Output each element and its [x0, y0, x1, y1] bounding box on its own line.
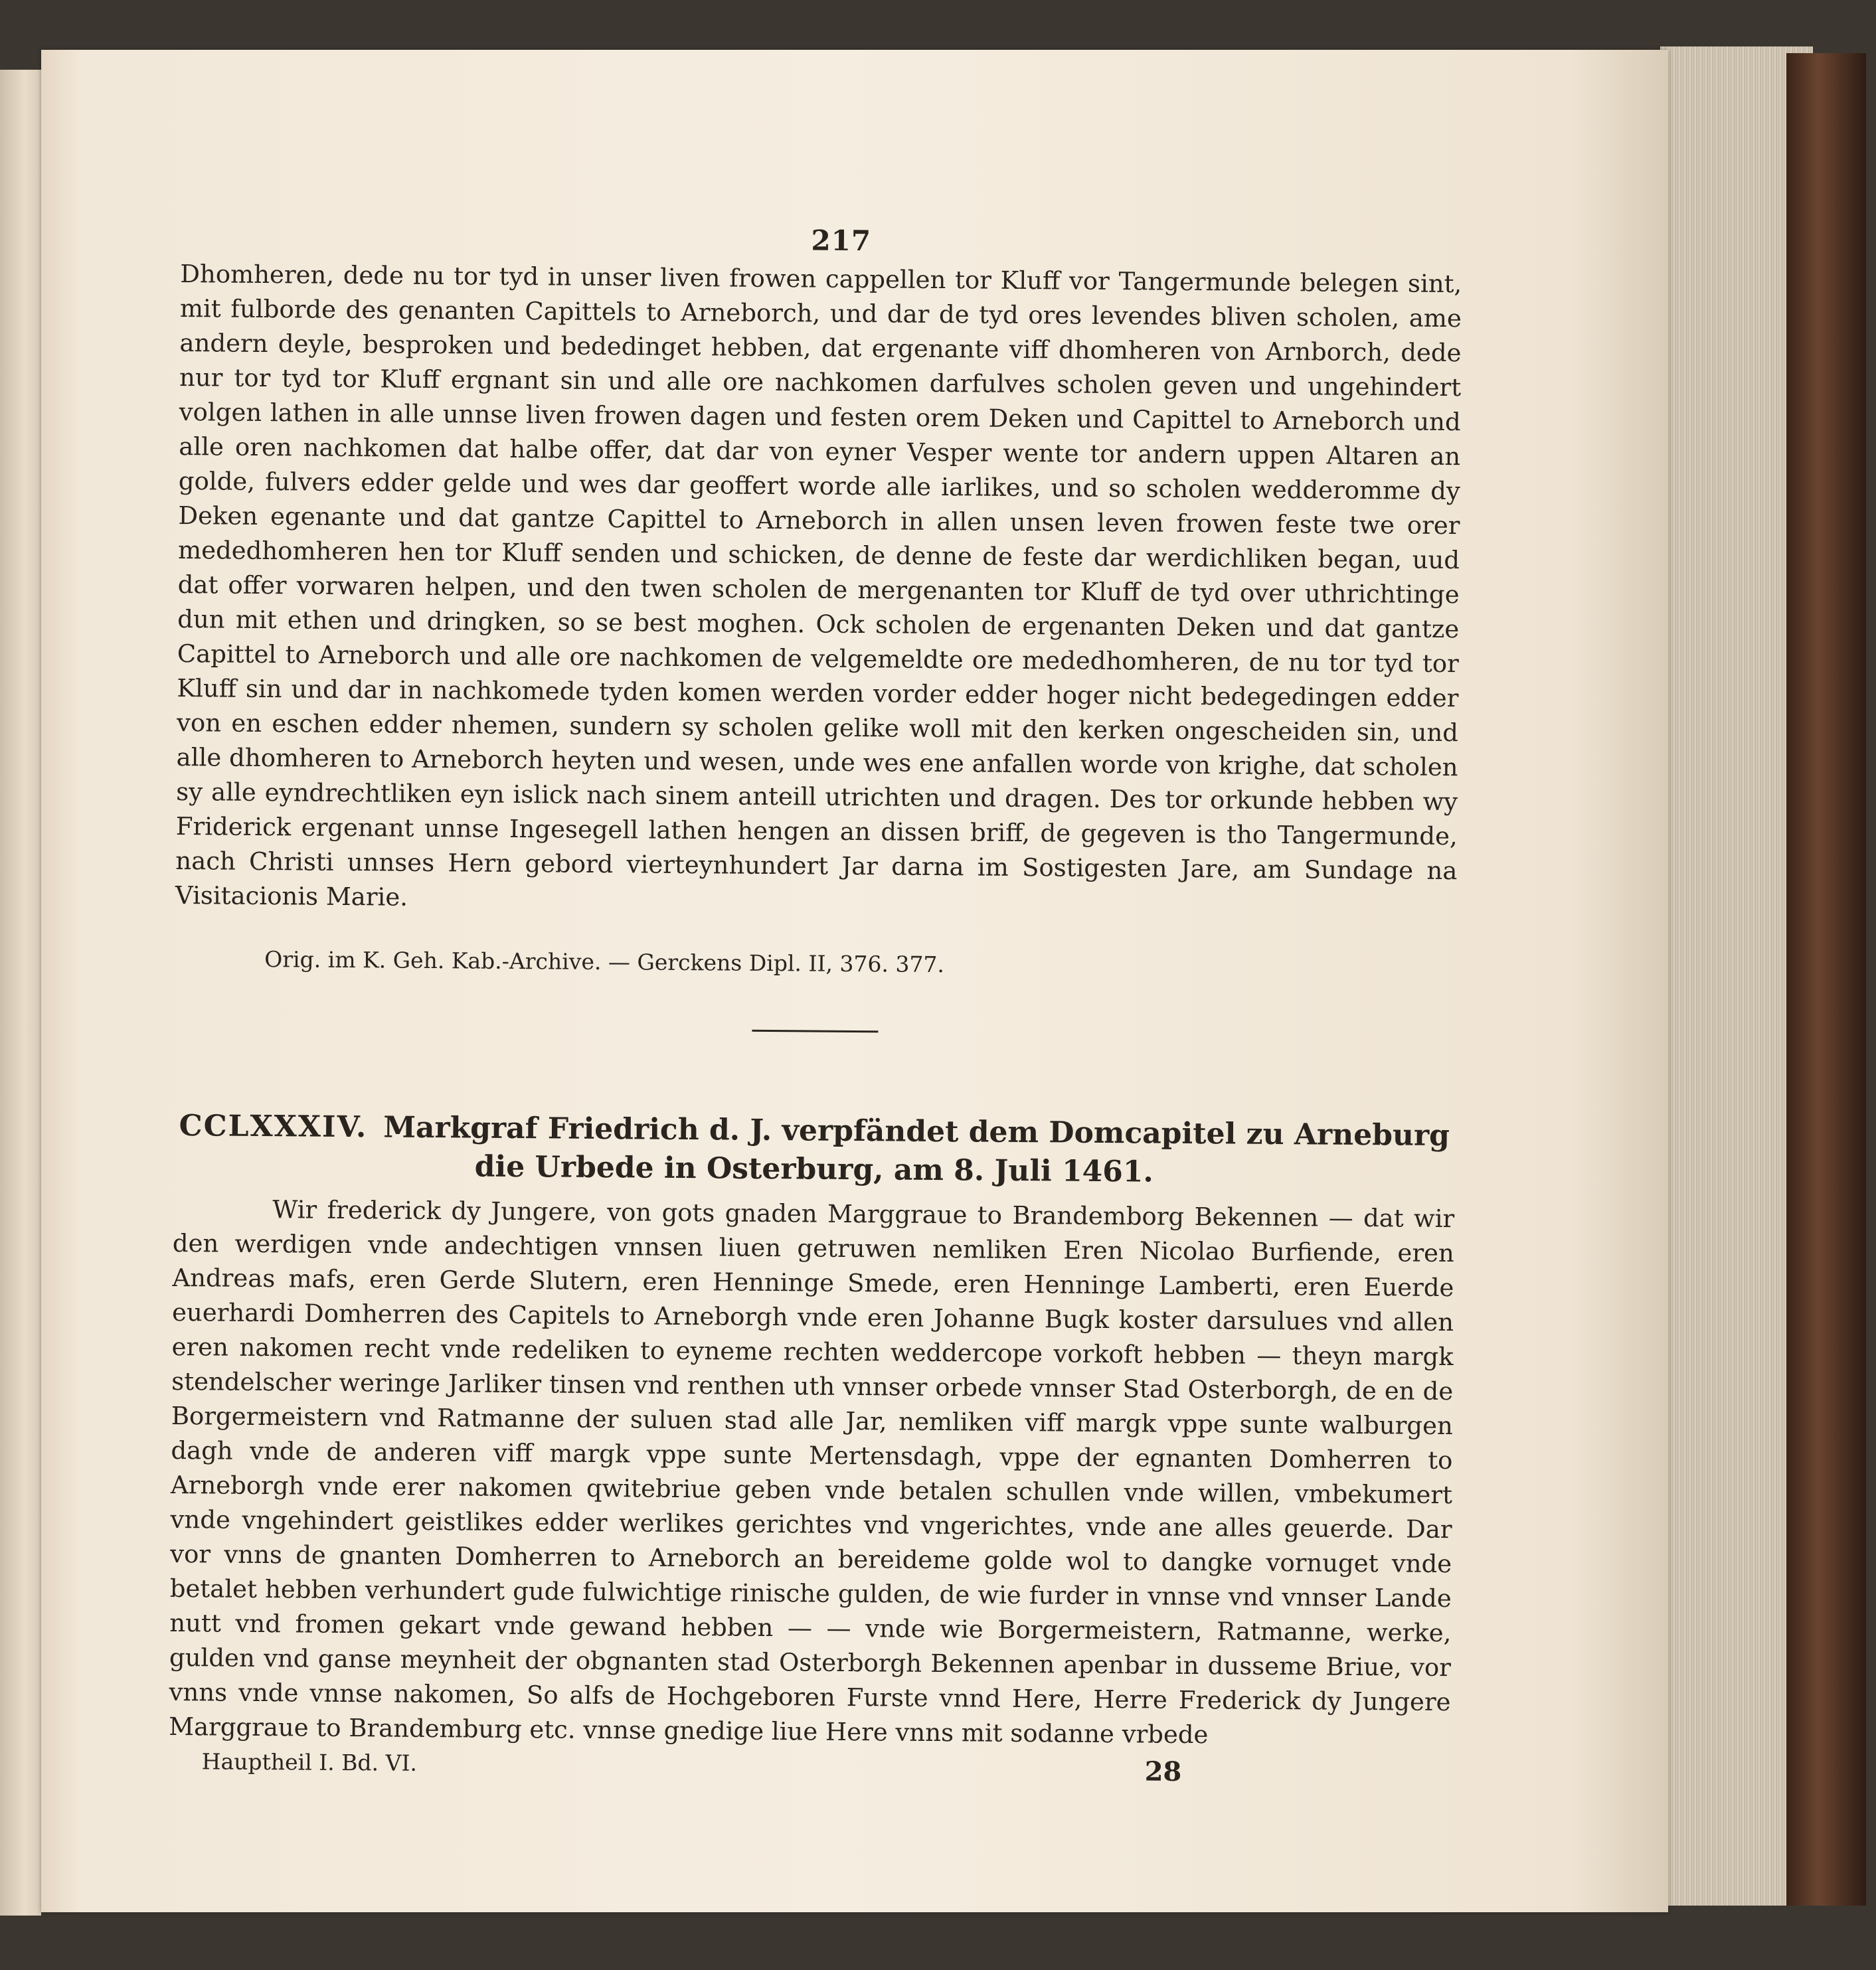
- continuation-text: Dhomheren, dede nu tor tyd in unser liven frowen cappellen tor Kluff vor Tangermunde belegen sint, mit fulborde des genanten Capittels to Arneborch, und dar de tyd ores levendes bliven scholen, ame andern deyle, besproken und bededinget hebben, dat ergenante viff dhomheren von Arnborch, dede nur tor tyd tor Kluff ergnant sin und alle ore nachkomen darfulves scholen geven und ungehindert volgen lathen in alle unnse liven frowen dagen und festen orem Deken und Capittel to Arneborch und alle oren nachkomen dat halbe offer, dat dar von eyner Vesper wente tor andern uppen Altaren an golde, fulvers edder gelde und wes dar geoffert worde alle iarlikes, und so scholen wedderomme dy Deken egenante und dat gantze Capittel to Arneborch in allen unsen leven frowen feste twe orer mededhomheren hen tor Kluff senden und schicken, de denne de feste dar werdichliken began, uud dat offer vorwaren helpen, und den twen scholen de mergenanten tor Kluff de tyd over uthrichtinge dun mit ethen und dringken, so se best moghen. Ock scholen de ergenanten Deken und dat gantze Capittel to Arneborch und alle ore nachkomen de velgemeldte ore mededhomheren, de nu tor tyd tor Kluff sin und dar in nachkomede tyden komen werden vorder edder hoger nicht bedegedingen edder von en eschen edder nhemen, sundern sy scholen gelike woll mit den kerken ongescheiden sin, und alle dhomheren to Arneborch heyten und wesen, unde wes ene anfallen worde von krighe, dat scholen sy alle eyndrechtliken eyn islick nach sinem anteill utrichten und dragen. Des tor orkunde hebben wy Friderick ergenant unnse Ingesegell lathen hengen an dissen briff, de gegeven is tho Tangermunde, nach Christi unnses Hern gebord vierteynhundert Jar darna im Sostigesten Jare, am Sundage na Visitacionis Marie.: [175, 259, 1462, 912]
- left-page-edge: [0, 70, 41, 1916]
- page-content: [168, 219, 1462, 1798]
- section-divider: [752, 1030, 878, 1032]
- document-title: Markgraf Friedrich d. J. verpfändet dem Domcapitel zu Arneburg die Urbede in Osterburg, am 8. Juli 1461.: [383, 1110, 1450, 1189]
- source-note: Orig. im K. Geh. Kab.-Archive. — Gerckens Dipl. II, 376. 377.: [264, 946, 945, 978]
- document-number: CCLXXXIV.: [179, 1109, 368, 1145]
- book-cover: [1786, 53, 1866, 1906]
- page-footer: [168, 1748, 1450, 1798]
- signature-mark: Hauptheil I. Bd. VI.: [201, 1748, 418, 1776]
- book-page: [41, 50, 1668, 1912]
- document-text: Wir frederick dy Jungere, von gots gnaden Marggraue to Brandemborg Bekennen — dat wir den werdigen vnde andechtigen vnnsen liuen getruwen nemliken Eren Nicolao Burfiende, eren Andreas mafs, eren Gerde Slutern, eren Henninge Smede, eren Henninge Lamberti, eren Euerde euerhardi Domherren des Capitels to Arneborgh vnde eren Johanne Bugk koster darsulues vnd allen eren nakomen recht vnde redeliken to eyneme rechten weddercope vorkoft hebben — theyn margk stendelscher weringe Jarliker tinsen vnd renthen uth vnnser orbede vnnser Stad Osterborgh, de en de Borgermeistern vnd Ratmanne der suluen stad alle Jar, nemliken viff margk vppe sunte walburgen dagh vnde de anderen viff margk vppe sunte Mertensdagh, vppe der egnanten Domherren to Arneborgh vnde erer nakomen qwitebriue geben vnde betalen schullen vnde willen, vmbekumert vnde vngehindert geistlikes edder werlikes gerichtes vnd vngerichtes, vnde ane alles geuerde. Dar vor vnns de gnanten Domherren to Arneborch an bereideme golde wol to dangke vornuget vnde betalet hebben verhundert gude fulwichtige rinische gulden, de wie furder in vnnse vnd vnnser Lande nutt vnd fromen gekart vnde gewand hebben — — vnde wie Borgermeistern, Ratmanne, werke, gulden vnd ganse meynheit der obgnanten stad Osterborgh Bekennen apenbar in dusseme Briue, vor vnns vnde vnnse nakomen, So alfs de Hochgeboren Furste vnnd Here, Herre Frederick dy Jungere Marggraue to Brandemburg etc. vnnse gnedige liue Here vnns mit sodanne vrbede: [168, 1195, 1455, 1750]
- sheet-number: 28: [1144, 1756, 1182, 1787]
- page-number: 217: [811, 224, 872, 258]
- document-heading: [173, 1107, 1456, 1194]
